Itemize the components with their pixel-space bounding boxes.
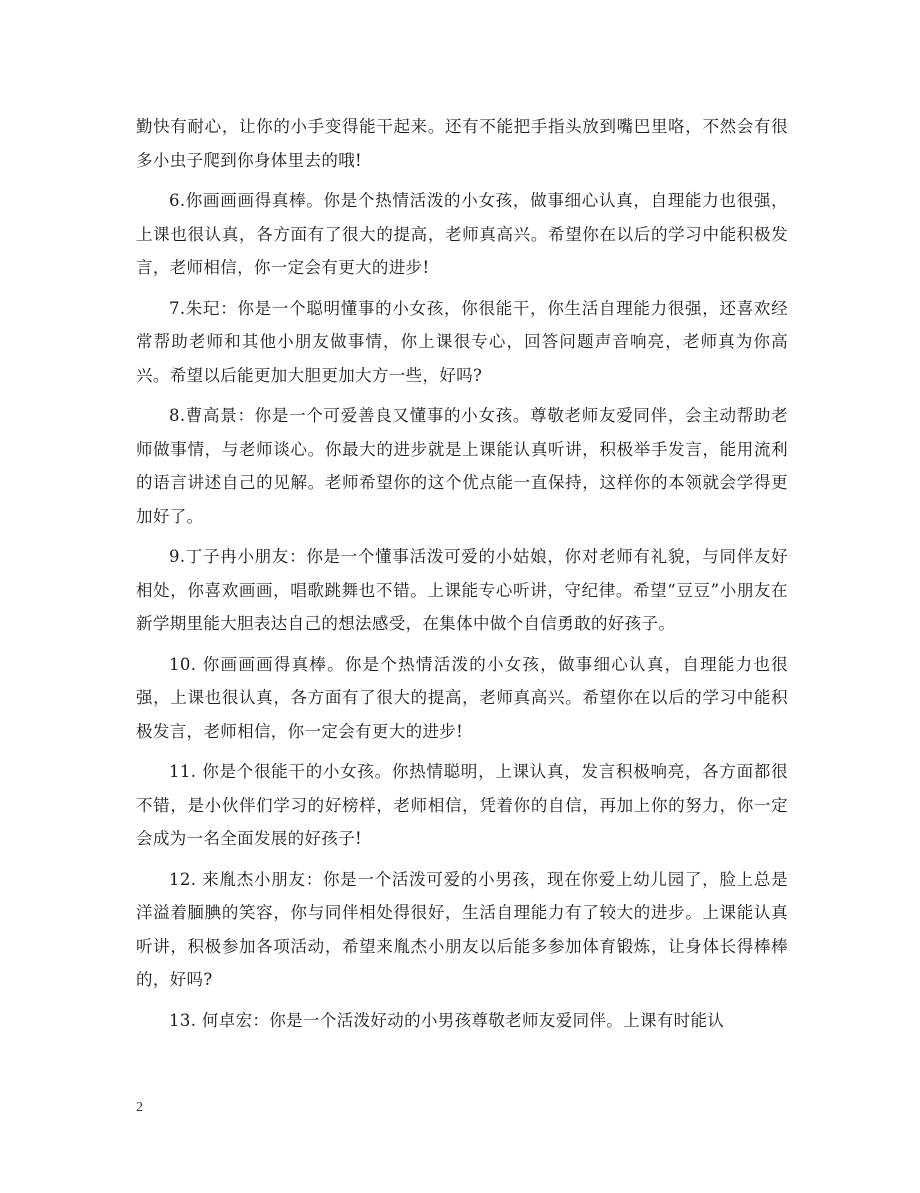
- paragraph-comment-9: 9.丁子冉小朋友：你是一个懂事活泼可爱的小姑娘，你对老师有礼貌，与同伴友好相处，你喜欢画画，唱歌跳舞也不错。上课能专心听讲，守纪律。希望“豆豆”小朋友在新学期里能大胆表达自己的想法感受，在集体中做个自信勇敢的好孩子。: [136, 547, 788, 633]
- paragraph-comment-6: 6.你画画画得真棒。你是个热情活泼的小女孩，做事细心认真，自理能力也很强，上课也很认真，各方面有了很大的提高，老师真高兴。希望你在以后的学习中能积极发言，老师相信，你一定会有更大的进步!: [136, 191, 788, 277]
- paragraph-comment-7: 7.朱玘：你是一个聪明懂事的小女孩，你很能干，你生活自理能力很强，还喜欢经常帮助老师和其他小朋友做事情，你上课很专心，回答问题声音响亮，老师真为你高兴。希望以后能更加大胆更加大方一些，好吗?: [136, 298, 788, 385]
- paragraph-comment-12: 12. 来胤杰小朋友：你是一个活泼可爱的小男孩，现在你爱上幼儿园了，脸上总是洋溢着腼腆的笑容，你与同伴相处得很好，生活自理能力有了较大的进步。上课能认真听讲，积极参加各项活动，希望来胤杰小朋友以后能多参加体育锻炼，让身体长得棒棒的，好吗?: [136, 869, 788, 989]
- document-body: [136, 110, 788, 1044]
- paragraph-continuation: 勤快有耐心，让你的小手变得能干起来。还有不能把手指头放到嘴巴里咯，不然会有很多小虫子爬到你身体里去的哦!: [136, 117, 788, 170]
- page-number: 2: [136, 1100, 143, 1115]
- paragraph-comment-13: 13. 何卓宏：你是一个活泼好动的小男孩尊敬老师友爱同伴。上课有时能认: [169, 1010, 725, 1030]
- paragraph-comment-10: 10. 你画画画得真棒。你是个热情活泼的小女孩，做事细心认真，自理能力也很强，上课也很认真，各方面有了很大的提高，老师真高兴。希望你在以后的学习中能积极发言，老师相信，你一定会有更大的进步!: [136, 654, 788, 741]
- paragraph-comment-8: 8.曹高景：你是一个可爱善良又懂事的小女孩。尊敬老师友爱同伴，会主动帮助老师做事情，与老师谈心。你最大的进步就是上课能认真听讲，积极举手发言，能用流利的语言讲述自己的见解。老师希望你的这个优点能一直保持，这样你的本领就会学得更加好了。: [136, 406, 788, 526]
- paragraph-comment-11: 11. 你是个很能干的小女孩。你热情聪明，上课认真，发言积极响亮，各方面都很不错，是小伙伴们学习的好榜样，老师相信，凭着你的自信，再加上你的努力，你一定会成为一名全面发展的好孩子!: [136, 762, 788, 848]
